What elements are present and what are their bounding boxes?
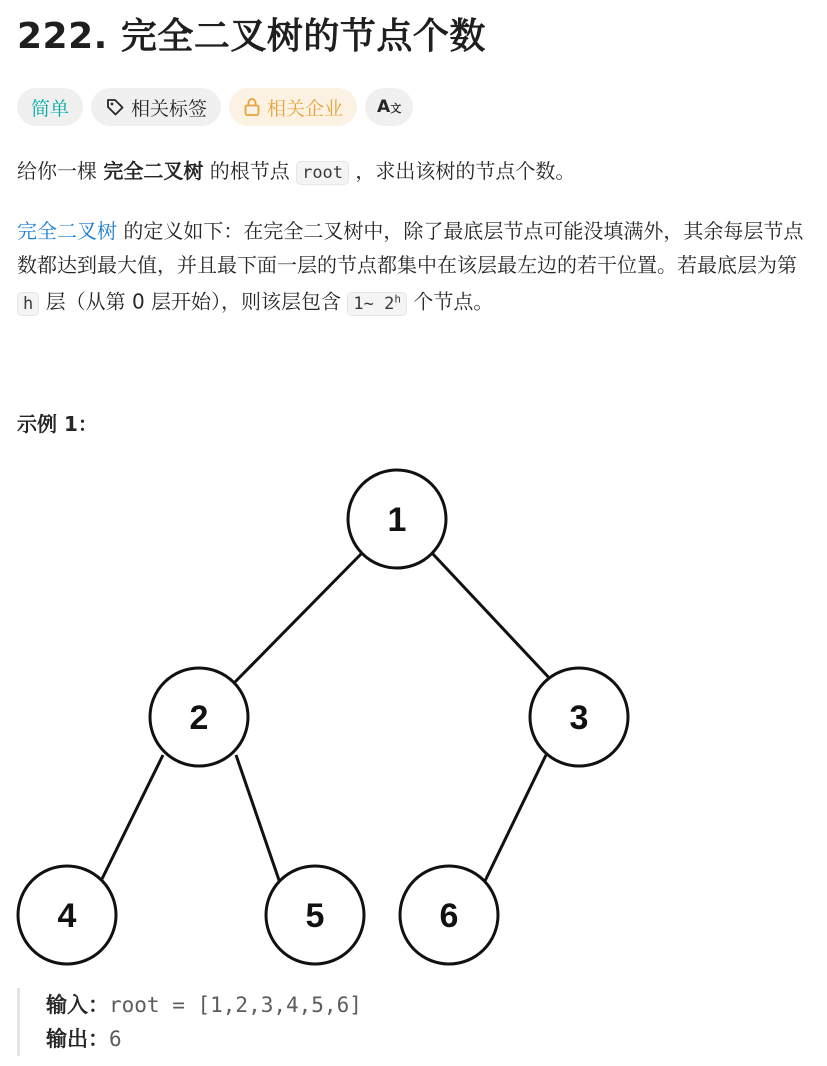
example-title: 示例 1： [17, 412, 98, 436]
translate-button[interactable] [365, 88, 413, 126]
example-tree-diagram [0, 460, 827, 970]
tree-node-1-label: 1 [387, 501, 407, 539]
description-paragraph-1: 给你一棵 完全二叉树 的根节点 root ，求出该树的节点个数。 [17, 159, 576, 183]
complete-binary-tree-link[interactable]: 完全二叉树 [17, 219, 117, 243]
tree-node-4-label: 4 [57, 897, 77, 935]
range-code: 1~ 2$^h$ [347, 292, 407, 316]
input-label: 输入： [46, 993, 109, 1017]
tree-node-2-label: 2 [189, 699, 209, 737]
h-code: h [17, 292, 39, 316]
tag-icon [105, 97, 125, 117]
tag-row [17, 88, 413, 126]
related-companies-label: 相关企业 [267, 97, 344, 120]
description-paragraph-2: 完全二叉树 的定义如下：在完全二叉树中，除了最底层节点可能没填满外，其余每层节点数都达到最大值，并且最下面一层的节点都集中在该层最左边的若干位置。若最底层为第 h 层（从第 0 层开始），则该层包含 1~ 2$^h$ 个节点。 [17, 219, 804, 314]
example-io-block [17, 988, 362, 1056]
edge-1-3 [432, 553, 553, 682]
complete-binary-tree-term: 完全二叉树 [103, 159, 204, 183]
related-tags-label: 相关标签 [131, 97, 208, 120]
tree-node-3-label: 3 [569, 699, 589, 737]
related-companies-button[interactable] [229, 88, 357, 126]
example-input-line [46, 988, 362, 1022]
example-output-line [46, 1022, 362, 1056]
related-tags-button[interactable] [91, 88, 221, 126]
edge-3-6 [484, 755, 546, 883]
tree-node-5-label: 5 [305, 897, 325, 935]
root-code: root [296, 161, 349, 185]
translate-icon: A文 [377, 97, 402, 117]
lock-icon [243, 97, 261, 117]
edge-2-5 [236, 755, 280, 883]
problem-title: 222. 完全二叉树的节点个数 [17, 16, 486, 57]
input-value: root = [1,2,3,4,5,6] [109, 993, 362, 1017]
output-label: 输出： [46, 1027, 109, 1051]
edge-1-2 [235, 553, 362, 682]
tree-node-6-label: 6 [439, 897, 459, 935]
output-value: 6 [109, 1027, 122, 1051]
difficulty-badge[interactable]: 简单 [17, 88, 83, 126]
edge-2-4 [100, 755, 163, 883]
